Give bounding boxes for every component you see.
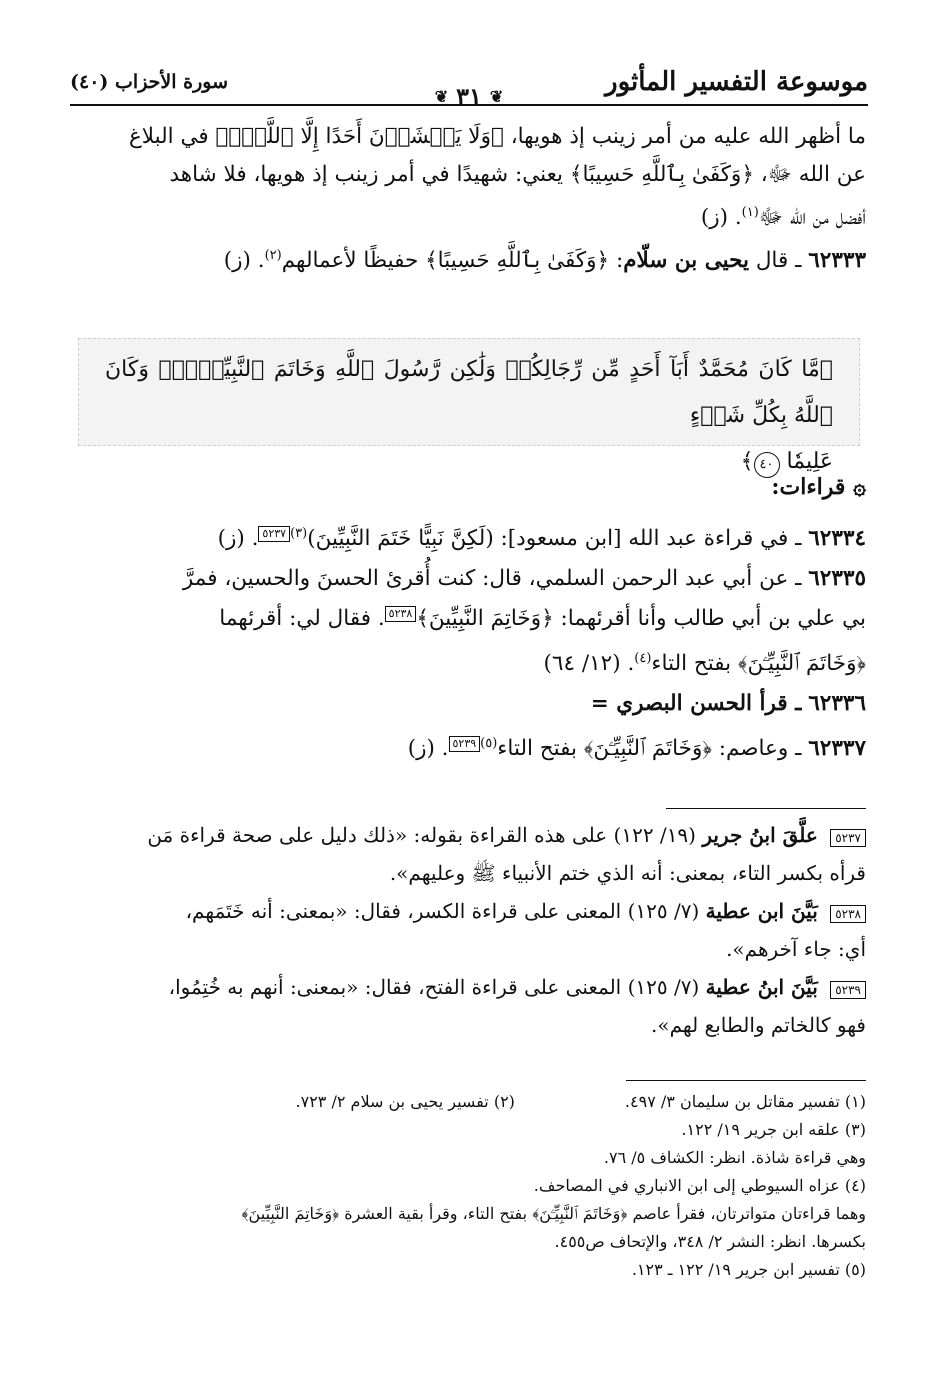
reading-entry: ٦٢٣٣٥ ـ عن أبي عبد الرحمن السلمي، قال: كنت أُقرئ الحسنَ والحسين، فمرَّ	[182, 566, 866, 592]
reading-entry: ٦٢٣٣٤ ـ في قراءة عبد الله [ابن مسعود]: (لَكِنَّ نَبِيًّا خَتَمَ النَّبِيِّينَ)$^{(٣)}$٥٢٣٧. (ز)	[217, 526, 866, 552]
footnote-ref: (٥)	[480, 736, 498, 752]
commentary-ref: ٥٢٣٩	[449, 736, 481, 752]
surah-label: سورة الأحزاب (٤٠)	[70, 71, 229, 93]
commentary-entry: ٥٢٣٨ بَيَّنَ ابن عطية (٧/ ١٢٥) المعنى على قراءة الكسر، فقال: «بمعنى: أنه خَتَمَهم،	[72, 892, 866, 930]
footnote: وهما قراءتان متواترتان، فقرأ عاصم ﴿وَخَاتَمَ ٱلنَّبِيِّـۧنَ﴾ بفتح التاء، وقرأ بقية العشرة ﴿وَخَاتِمَ النَّبِيِّينَ﴾	[241, 1204, 866, 1223]
footnote: (١) تفسير مقاتل بن سليمان ٣/ ٤٩٧.	[624, 1092, 866, 1111]
page-number-block	[425, 82, 514, 111]
footnote: (٣) علقه ابن جرير ١٩/ ١٢٢.	[681, 1120, 866, 1139]
footnote-separator	[626, 1080, 866, 1081]
page-header	[70, 62, 868, 111]
commentary-ref: ٥٢٣٨	[385, 606, 417, 622]
footnote: بكسرها. انظر: النشر ٢/ ٣٤٨، والإتحاف ص٤٥٥.	[554, 1232, 866, 1251]
footnote: (٢) تفسير يحيى بن سلام ٢/ ٧٢٣.	[295, 1092, 515, 1111]
body-line: أفضل من الله ﷻ$^{(١)}$. (ز)	[700, 205, 866, 231]
commentary-line: قرأه بكسر التاء، بمعنى: أنه الذي ختم الأنبياء ﷺ وعليهم».	[389, 861, 866, 885]
page-number: ٣١	[456, 82, 482, 111]
ornament-icon: ❦	[489, 87, 504, 106]
body-line: عن الله ﷻ، ﴿وَكَفَىٰ بِٱللَّهِ حَسِيبًا﴾ يعني: شهيدًا في أمر زينب إذ هويها، فلا شاهد	[169, 162, 866, 187]
book-title: موسوعة التفسير المأثور	[605, 67, 868, 97]
footnotes	[72, 1088, 866, 1284]
entry-number: ٦٢٣٣٦	[808, 691, 866, 717]
section-title: ۞ قراءات:	[771, 474, 866, 500]
commentary-separator	[666, 808, 866, 809]
verse-line: ﴿مَّا كَانَ مُحَمَّدٌ أَبَآ أَحَدٍ مِّن رِّجَالِكُمۡ وَلَٰكِن رَّسُولَ ٱللَّهِ وَخَاتَمَ ٱلنَّبِيِّـۧنَۗ وَكَانَ ٱللَّهُ بِكُلِّ شَيۡءٍ	[105, 357, 833, 428]
verse-line: عَلِيمٗا ٤٠﴾	[105, 439, 833, 485]
footnote: وهي قراءة شاذة. انظر: الكشاف ٥/ ٧٦.	[603, 1148, 866, 1167]
footnote: (٥) تفسير ابن جرير ١٩/ ١٢٢ ـ ١٢٣.	[631, 1260, 866, 1279]
narrator-name: يحيى بن سلّام	[623, 248, 749, 274]
commentary-line: فهو كالخاتم والطابع لهم».	[650, 1013, 866, 1037]
commentary-ref: ٥٢٣٧	[258, 526, 290, 542]
commentary-entry: ٥٢٣٧ علَّقَ ابنُ جرير (١٩/ ١٢٢) على هذه القراءة بقوله: «ذلك دليل على صحة قراءة مَن	[72, 816, 866, 854]
entry-number: ٦٢٣٣٤	[808, 526, 866, 552]
body-text	[72, 118, 866, 280]
commentary-number: ٥٢٣٨	[830, 905, 866, 923]
footnote-ref: (٢)	[264, 248, 282, 264]
commentary-number: ٥٢٣٧	[830, 829, 866, 847]
entry-number: ٦٢٣٣٥	[808, 566, 866, 592]
entry-number: ٦٢٣٣٧	[808, 736, 866, 762]
entry-number: ٦٢٣٣٣	[808, 248, 866, 274]
footnote-row	[72, 1088, 866, 1116]
commentary-entry: ٥٢٣٩ بَيَّنَ ابنُ عطية (٧/ ١٢٥) المعنى على قراءة الفتح، فقال: «بمعنى: أنهم به خُتِمُوا،	[72, 968, 866, 1006]
reading-line: ﴿وَخَاتَمَ ٱلنَّبِيِّـۧنَ﴾ بفتح التاء$^{(٤)}$. (١٢/ ٦٤)	[543, 651, 866, 677]
readings-section	[72, 514, 866, 769]
ornament-icon: ❦	[434, 87, 449, 106]
footnote-ref: (١)	[741, 205, 759, 220]
commentary-section	[72, 816, 866, 1044]
reading-line: بي علي بن أبي طالب وأنا أقرئهما: ﴿وَخَاتِمَ النَّبِيِّينَ﴾٥٢٣٨. فقال لي: أقرئهما	[219, 606, 866, 632]
footnote-ref: (٣)	[290, 526, 308, 541]
body-line: ما أظهر الله عليه من أمر زينب إذ هويها، ﴿وَلَا يَخۡشَوۡنَ أَحَدًا إِلَّا ٱللَّهَۗ﴾ في البلاغ	[128, 124, 866, 149]
ayah-number: ٤٠	[754, 452, 780, 478]
footnote: (٤) عزاه السيوطي إلى ابن الانباري في المصاحف.	[533, 1176, 866, 1195]
header-rule	[70, 104, 868, 106]
commentary-number: ٥٢٣٩	[830, 981, 866, 999]
commentary-line: أي: جاء آخرهم».	[726, 937, 866, 961]
quran-verse-box	[78, 338, 860, 474]
reading-entry: ٦٢٣٣٦ ـ قرأ الحسن البصري =	[590, 691, 866, 717]
entry-paragraph: ٦٢٣٣٣ ـ قال يحيى بن سلّام: ﴿وَكَفَىٰ بِٱللَّهِ حَسِيبًا﴾ حفيظًا لأعمالهم$^{(٢)}$. (ز)	[223, 248, 866, 274]
reading-entry: ٦٢٣٣٧ ـ وعاصم: ﴿وَخَاتَمَ ٱلنَّبِيِّـۧنَ﴾ بفتح التاء$^{(٥)}$٥٢٣٩. (ز)	[407, 736, 866, 762]
footnote-ref: (٤)	[634, 651, 652, 667]
